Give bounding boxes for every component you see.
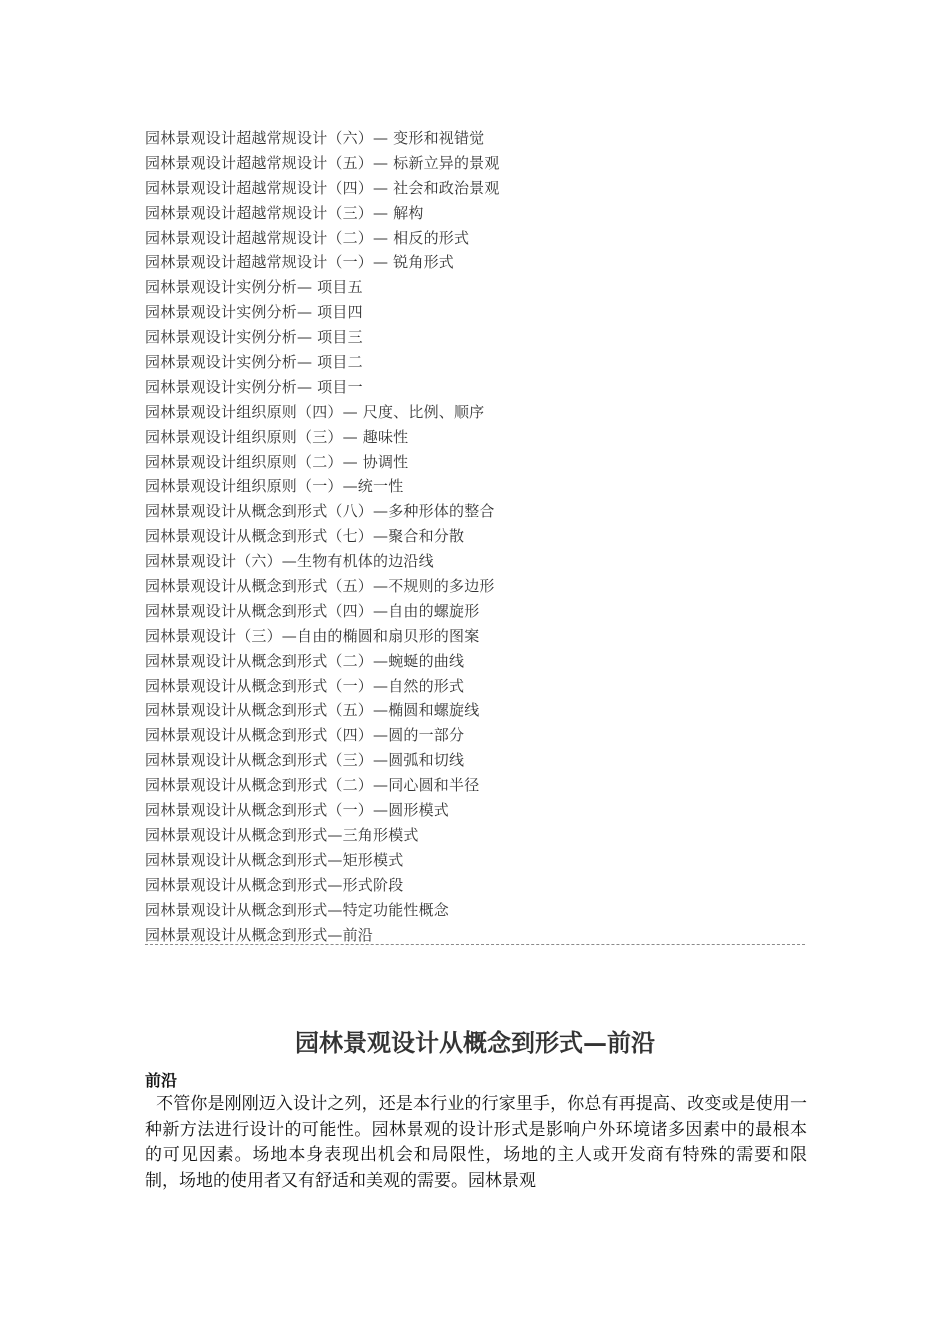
article-link[interactable]: 园林景观设计实例分析— 项目四 (145, 303, 363, 322)
article-link[interactable]: 园林景观设计从概念到形式—矩形模式 (145, 850, 404, 869)
dashed-divider (145, 944, 805, 945)
article-link[interactable]: 园林景观设计从概念到形式（四）—圆的一部分 (145, 726, 465, 745)
article-link[interactable]: 园林景观设计从概念到形式（一）—圆形模式 (145, 801, 450, 820)
article-link[interactable]: 园林景观设计从概念到形式—形式阶段 (145, 875, 404, 894)
article-link[interactable]: 园林景观设计实例分析— 项目三 (145, 328, 363, 347)
article-link[interactable]: 园林景观设计从概念到形式（七）—聚合和分散 (145, 527, 465, 546)
article-link[interactable]: 园林景观设计从概念到形式（二）—蜿蜒的曲线 (145, 651, 465, 670)
section-heading: 前沿 (145, 1071, 178, 1090)
article-link[interactable]: 园林景观设计（三）—自由的椭圆和扇贝形的图案 (145, 626, 480, 645)
article-link[interactable]: 园林景观设计从概念到形式—特定功能性概念 (145, 900, 450, 919)
article-link-list (145, 126, 805, 947)
article-title: 园林景观设计从概念到形式—前沿 (295, 1028, 655, 1057)
article-link[interactable]: 园林景观设计组织原则（三）— 趣味性 (145, 427, 409, 446)
article-link[interactable]: 园林景观设计从概念到形式（五）—不规则的多边形 (145, 577, 495, 596)
article-link[interactable]: 园林景观设计实例分析— 项目五 (145, 278, 363, 297)
article-link[interactable]: 园林景观设计超越常规设计（五）— 标新立异的景观 (145, 153, 500, 172)
article-link[interactable]: 园林景观设计超越常规设计（一）— 锐角形式 (145, 253, 454, 272)
article-link[interactable]: 园林景观设计从概念到形式（五）—椭圆和螺旋线 (145, 701, 480, 720)
article-link[interactable]: 园林景观设计实例分析— 项目二 (145, 353, 363, 372)
article-link[interactable]: 园林景观设计超越常规设计（四）— 社会和政治景观 (145, 178, 500, 197)
article-link[interactable]: 园林景观设计从概念到形式（一）—自然的形式 (145, 676, 465, 695)
article-link[interactable]: 园林景观设计从概念到形式（三）—圆弧和切线 (145, 751, 465, 770)
article-link[interactable]: 园林景观设计从概念到形式（二）—同心圆和半径 (145, 776, 480, 795)
article-link[interactable]: 园林景观设计超越常规设计（三）— 解构 (145, 203, 424, 222)
article-link[interactable]: 园林景观设计从概念到形式—三角形模式 (145, 825, 419, 844)
article-body-paragraph: 不管你是刚刚迈入设计之列，还是本行业的行家里手，你总有再提高、改变或是使用一种新方法进行设计的可能性。园林景观的设计形式是影响户外环境诸多因素中的最根本的可见因素。场地本身表现出机会和局限性，场地的主人或开发商有特殊的需要和限制，场地的使用者又有舒适和美观的需要。园林景观 (145, 1094, 807, 1191)
article-link[interactable]: 园林景观设计实例分析— 项目一 (145, 377, 363, 396)
article-link[interactable]: 园林景观设计从概念到形式（四）—自由的螺旋形 (145, 601, 480, 620)
article-link[interactable]: 园林景观设计组织原则（四）— 尺度、比例、顺序 (145, 402, 485, 421)
article-link[interactable]: 园林景观设计组织原则（二）— 协调性 (145, 452, 409, 471)
article-link[interactable]: 园林景观设计从概念到形式—前沿 (145, 925, 374, 944)
article-link[interactable]: 园林景观设计（六）—生物有机体的边沿线 (145, 552, 434, 571)
article-link[interactable]: 园林景观设计超越常规设计（六）— 变形和视错觉 (145, 129, 485, 147)
article-link[interactable]: 园林景观设计超越常规设计（二）— 相反的形式 (145, 228, 470, 247)
article-link[interactable]: 园林景观设计组织原则（一）—统一性 (145, 477, 404, 496)
article-link[interactable]: 园林景观设计从概念到形式（八）—多种形体的整合 (145, 502, 495, 521)
